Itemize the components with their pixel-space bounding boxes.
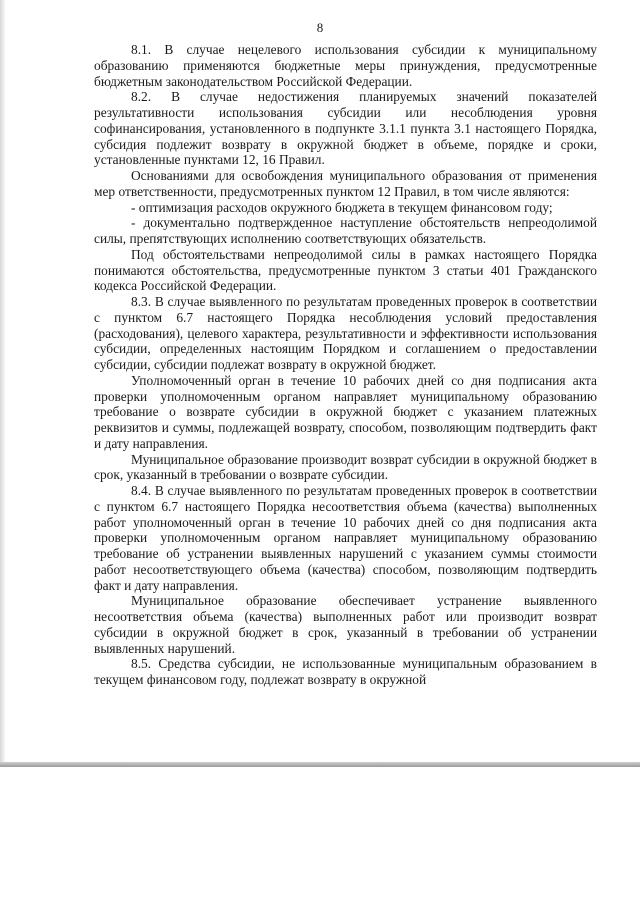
paragraph-authorized-body-demand: Уполномоченный орган в течение 10 рабочих дней со дня подписания акта проверки уполномоченным органом направляет муниципальному образованию требование о возврате субсидии в окружной бюджет с указанием платежных реквизитов и суммы, подлежащей возврату, способом, позволяющим подтвердить факт и дату направления. xyxy=(94,372,597,451)
paragraph-8-5: 8.5. Средства субсидии, не использованные муниципальным образованием в текущем финансовом году, подлежат возврату в окружной xyxy=(94,656,597,687)
paragraph-municipality-remedy: Муниципальное образование обеспечивает устранение выявленного несоответствия объема (качества) выполненных работ или производит возврат субсидии в окружной бюджет в срок, указанный в требовании об устранении выявленных нарушений. xyxy=(94,593,597,656)
paragraph-municipality-return: Муниципальное образование производит возврат субсидии в окружной бюджет в срок, указанный в требовании о возврате субсидии. xyxy=(94,451,597,483)
scan-shadow xyxy=(0,0,6,765)
paragraph-8-2: 8.2. В случае недостижения планируемых значений показателей результативности использования субсидии или несоблюдения уровня софинансирования, установленного в подпункте 3.1.1 пункта 3.1 настоящего Порядка, субсидия подлежит возврату в окружной бюджет в объеме, порядке и сроки, установленные пунктами 12, 16 Правил. xyxy=(94,89,597,168)
paragraph-force-majeure-definition: Под обстоятельствами непреодолимой силы в рамках настоящего Порядка понимаются обстоятельства, предусмотренные пунктом 3 статьи 401 Гражданского кодекса Российской Федерации. xyxy=(94,246,597,294)
document-body xyxy=(94,42,597,688)
paragraph-8-4: 8.4. В случае выявленного по результатам проведенных проверок в соответствии с пунктом 6.7 настоящего Порядка несоответствия объема (качества) выполненных работ уполномоченный орган в течение 10 рабочих дней со дня подписания акта проверки уполномоченным органом направляет муниципальному образованию требование об устранении выявленных нарушений с указанием суммы стоимости работ несоответствующего объема (качества) способом, позволяющим подтвердить факт и дату направления. xyxy=(94,483,597,593)
scan-bottom-edge xyxy=(0,762,640,767)
paragraph-8-1: 8.1. В случае нецелевого использования субсидии к муниципальному образованию применяются бюджетные меры принуждения, предусмотренные бюджетным законодательством Российской Федерации. xyxy=(94,42,597,89)
list-item-force-majeure: - документально подтвержденное наступление обстоятельств непреодолимой силы, препятствующих исполнению соответствующих обязательств. xyxy=(94,215,597,246)
page-number: 8 xyxy=(316,20,324,35)
paragraph-8-3: 8.3. В случае выявленного по результатам проведенных проверок в соответствии с пунктом 6.7 настоящего Порядка несоблюдения условий предоставления (расходования), целевого характера, результативности и эффективности использования субсидии, определенных настоящим Порядком и соглашением о предоставлении субсидии, субсидии подлежат возврату в окружной бюджет. xyxy=(94,294,597,372)
list-item-optimization: - оптимизация расходов окружного бюджета в текущем финансовом году; xyxy=(131,199,553,215)
paragraph-grounds: Основаниями для освобождения муниципального образования от применения мер ответственности, предусмотренных пунктом 12 Правил, в том числе являются: xyxy=(94,168,597,199)
